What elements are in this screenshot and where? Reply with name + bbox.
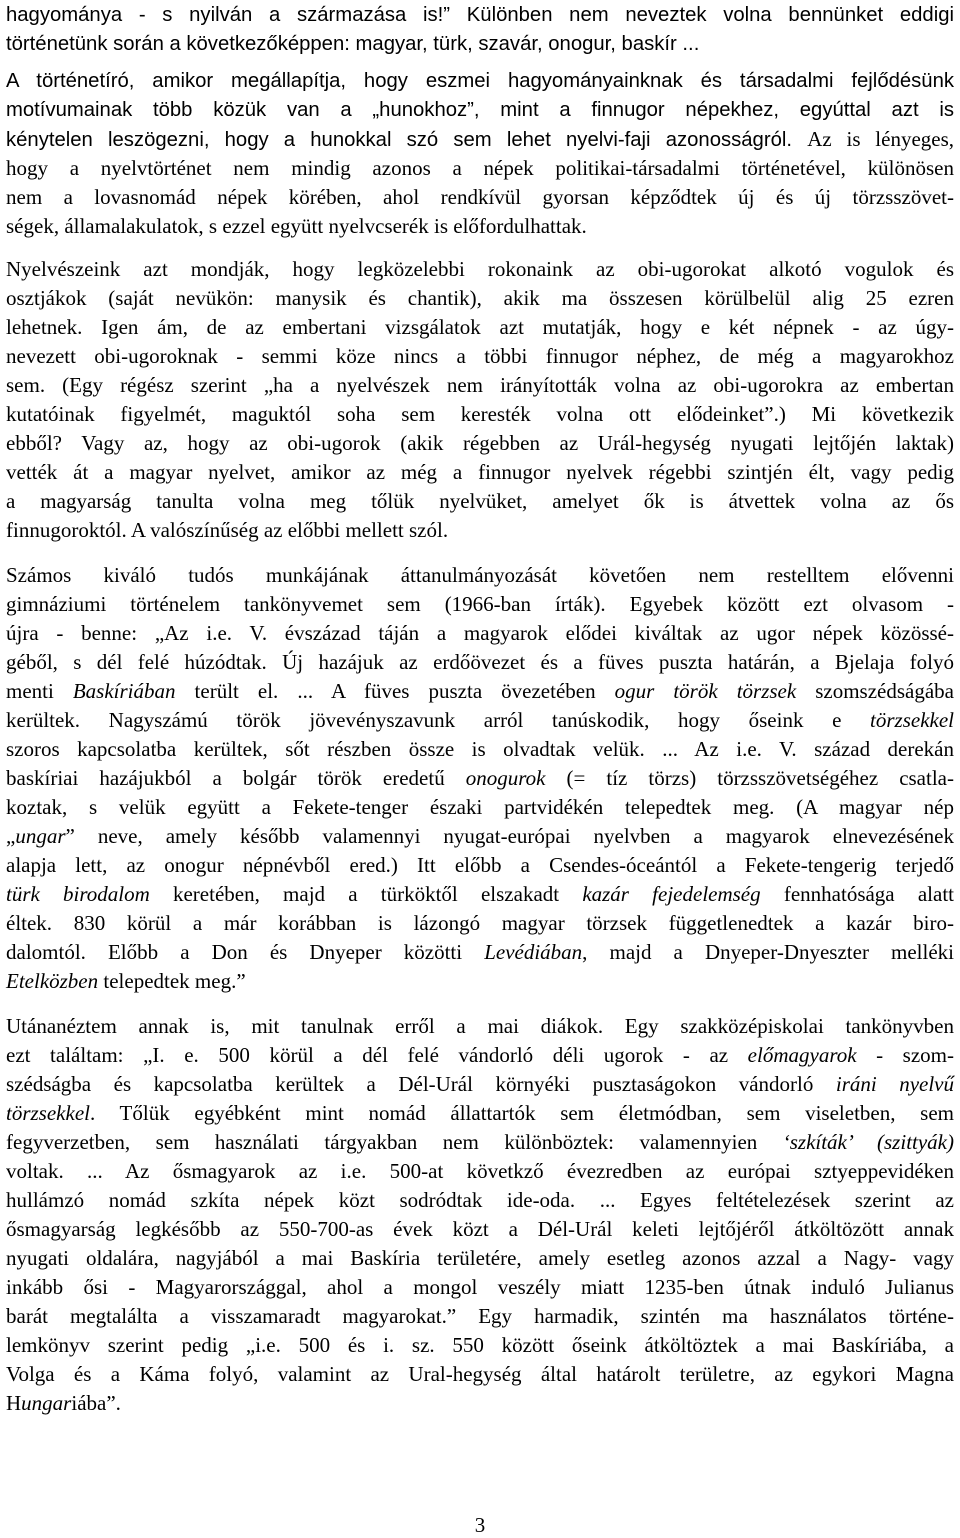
text-line: finnugoroktól. A valószínűség az előbbi mellett szól. [6,518,449,542]
text-line: hullámzó nomád szkíta népek közt sodródtak ide-oda. ... Egyes feltételezések szerint az [6,1188,954,1212]
text-line: nyugati oldalára, nagyjából a mai Baskíria területére, amely esetleg azonos azzal a Nagy- vagy [6,1246,954,1270]
text-line: ősmagyarság legkésőbb az 550-700-as évek közt a Dél-Urál keleti lejtőjéről átköltözött annak [6,1217,954,1241]
text-line: nevezett obi-ugoroknak - semmi köze nincs a többi finnugor néphez, de még a magyarokhoz [6,344,954,368]
text-line: lemkönyv szerint pedig „i.e. 500 és i. sz. 550 között őseink átköltöztek a mai Baskíriába, a [6,1333,954,1357]
text-line: törzsekkel. Tőlük egyébként mint nomád állattartók sem életmódban, sem viseletben, sem [6,1101,954,1125]
text-line: szoros kapcsolatba kerültek, sőt részben össze is olvadtak velük. ... Az i.e. V. század derekán [6,737,954,761]
text-line: Számos kiváló tudós munkájának áttanulmányozását követően nem restelltem elővenni [6,563,954,587]
text-line: Nyelvészeink azt mondják, hogy legközelebbi rokonaink az obi-ugorokat alkotó vogulok és [6,257,954,281]
text-line: szédságba és kapcsolatba kerültek a Dél-Urál környéki pusztaságokon vándorló iráni nyelvű [6,1072,955,1096]
text-line: fegyverzetben, sem használati tárgyakban nem különböztek: valamennyien ‘szkíták’ (szittyák) [6,1130,954,1154]
text-line: kerültek. Nagyszámú török jövevényszavunk arról tanúskodik, hogy őseink e törzsekkel [6,708,954,732]
text-line: ségek, államalakulatok, s ezzel együtt nyelvcserék is előfordulhattak. [6,214,587,238]
text-line: voltak. ... Az ősmagyarok az i.e. 500-at követkző évezredben az európai sztyeppevidéken [6,1159,954,1183]
text-line: motívumainak több közük van a „hunokhoz”, mint a finnugor népekhez, egyúttal azt is [6,99,954,121]
text-line: Etelközben telepedtek meg.” [6,969,246,993]
text-line: koztak, s velük együtt a Fekete-tenger északi partvidékén telepedtek meg. (A magyar nép [6,795,954,819]
text-line: Utánanéztem annak is, mit tanulnak erről a mai diákok. Egy szakközépiskolai tankönyvben [6,1014,954,1038]
text-line: a magyarság tanulta volna meg tőlük nyelvüket, amelyet ők is átvettek volna az ős [6,489,954,513]
text-line: ebből? Vagy az, hogy az obi-ugorok (akik régebben az Urál-hegység nyugati lejtőjén laktak) [6,431,954,455]
text-line: nem a lovasnomád népek körében, ahol rendkívül gyorsan képződtek új és új törzsszövet- [6,185,954,209]
text-line: türk birodalom keretében, majd a türköktől elszakadt kazár fejedelemség fennhatósága alatt [6,882,954,906]
text-line: kénytelen leszögezni, hogy a hunokkal szó sem lehet nyelvi-faji azonosságról. Az is lényeges, [6,127,955,151]
text-line: vették át a magyar nyelvet, amikor az még a finnugor nyelvek régebbi szintjén élt, vagy pedig [6,460,954,484]
text-line: kutatóinak figyelmét, maguktól soha sem keresték volna ott elődeinket”.) Mi következik [6,402,954,426]
text-line: A történetíró, amikor megállapítja, hogy eszmei hagyományainknak és társadalmi fejlődésünk [6,70,954,92]
text-line: inkább ősi - Magyarországgal, ahol a mongol veszély miatt 1235-ben útnak induló Julianus [6,1275,954,1299]
text-line: lehetnek. Igen ám, de az embertani vizsgálatok azt mutatják, hogy e két népnek - az úgy- [6,315,954,339]
text-line: osztjákok (saját nevükön: manysik és chantik), akik ma összesen körülbelül alig 25 ezren [6,286,954,310]
text-line: alapja lett, az onogur népnévből ered.) Itt előbb a Csendes-óceántól a Fekete-tengerig terjedő [6,853,954,877]
text-line: menti Baskíriában terült el. ... A füves puszta övezetében ogur török törzsek szomszédságába [6,679,954,703]
text-line: géből, s dél felé húzódtak. Új hazájuk az erdőövezet és a füves puszta határán, a Bjelaja folyó [6,650,954,674]
text-line: újra - benne: „Az i.e. V. évszázad táján a magyarok elődei kiváltak az ugor népek közössé- [6,621,954,645]
text-line: éltek. 830 körül a már korábban is lázongó magyar törzsek függetlenedtek a kazár biro- [6,911,954,935]
text-line: sem. (Egy régész szerint „ha a nyelvészek nem irányították volna az obi-ugorokra az embertan [6,373,954,397]
text-line: hagyománya - s nyilván a származása is!” Különben nem neveztek volna bennünket eddigi [6,4,954,26]
text-line: történetünk során a következőképpen: magyar, türk, szavár, onogur, baskír ... [6,33,700,55]
text-line: Volga és a Káma folyó, valamint az Ural-hegység által határolt területre, az egykori Magna [6,1362,954,1386]
text-line: dalomtól. Előbb a Don és Dnyeper közötti Levédiában, majd a Dnyeper-Dnyeszter melléki [6,940,954,964]
text-line: „ungar” neve, amely később valamennyi nyugat-európai nyelvben a magyarok elnevezésének [6,824,954,848]
text-line: barát megtalálta a visszamaradt magyarokat.” Egy harmadik, szintén ma használatos történe- [6,1304,954,1328]
text-line: baskíriai hazájukból a bolgár török eredetű onogurok (= tíz törzs) törzsszövetségéhez csatla- [6,766,954,790]
text-line: Hungariába”. [6,1391,121,1415]
text-line: hogy a nyelvtörténet nem mindig azonos a népek politikai-társadalmi történetével, különösen [6,156,954,180]
page-number: 3 [474,1513,486,1537]
text-line: gimnáziumi történelem tankönyvemet sem (1966-ban írták). Egyebek között ezt olvasom - [6,592,954,616]
text-line: ezt találtam: „I. e. 500 körül a dél felé vándorló déli ugorok - az előmagyarok - szom- [6,1043,954,1067]
